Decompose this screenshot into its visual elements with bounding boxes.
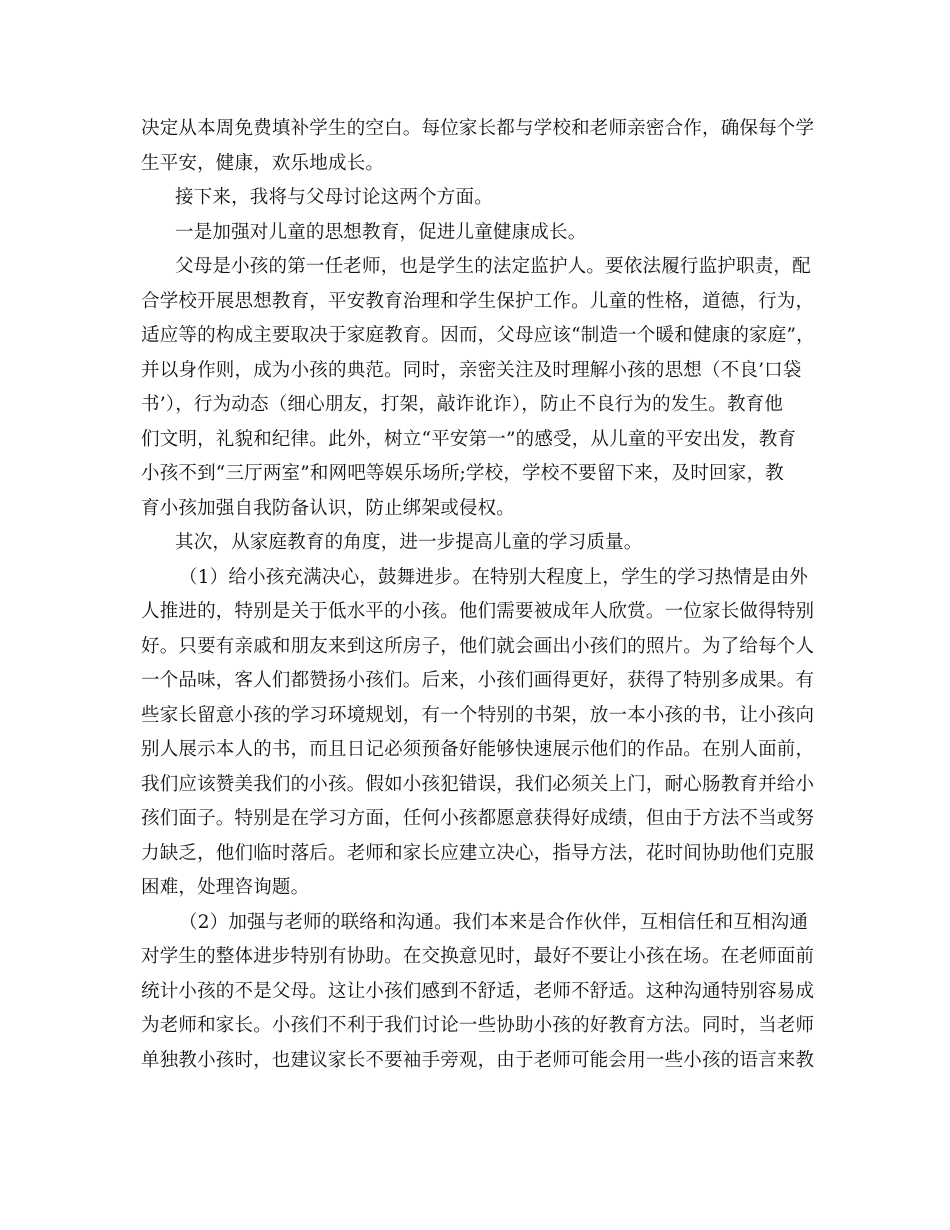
text-line: 一个品味，客人们都赞扬小孩们。后来，小孩们画得更好，获得了特别多成果。有 bbox=[141, 670, 815, 691]
text-line: 好。只要有亲戚和朋友来到这所房子，他们就会画出小孩们的照片。为了给每个人 bbox=[141, 635, 815, 657]
text-line: 孩们面子。特别是在学习方面，任何小孩都愿意获得好成绩，但由于方法不当或努 bbox=[141, 808, 815, 829]
text-line: （2）加强与老师的联络和沟通。我们本来是合作伙伴，互相信任和互相沟通 bbox=[179, 911, 809, 933]
text-line: 们文明，礼貌和纪律。此外，树立“平安第一”的感受，从儿童的平安出发，教育 bbox=[141, 428, 797, 450]
text-line: 统计小孩的不是父母。这让小孩们感到不舒适，老师不舒适。这种沟通特别容易成 bbox=[141, 980, 815, 1002]
text-line: 接下来，我将与父母讨论这两个方面。 bbox=[175, 187, 493, 208]
text-line: 为老师和家长。小孩们不利于我们讨论一些协助小孩的好教育方法。同时，当老师 bbox=[141, 1015, 815, 1036]
text-line: 父母是小孩的第一任老师，也是学生的法定监护人。要依法履行监护职责，配 bbox=[175, 256, 811, 277]
text-line: 困难，处理咨询题。 bbox=[141, 877, 310, 898]
text-line: 单独教小孩时，也建议家长不要袖手旁观，由于老师可能会用一些小孩的语言来教 bbox=[141, 1049, 815, 1071]
document-body bbox=[141, 112, 831, 1078]
text-line: 一是加强对儿童的思想教育，促进儿童健康成长。 bbox=[175, 221, 587, 243]
text-line: 人推进的，特别是关于低水平的小孩。他们需要被成年人欣赏。一位家长做得特别 bbox=[141, 601, 815, 622]
text-line: 小孩不到“三厅两室”和网吧等娱乐场所;学校，学校不要留下来，及时回家，教 bbox=[141, 463, 784, 484]
text-line: 力缺乏，他们临时落后。老师和家长应建立决心，指导方法，花时间协助他们克服 bbox=[141, 842, 815, 864]
text-line: 我们应该赞美我们的小孩。假如小孩犯错误，我们必须关上门，耐心肠教育并给小 bbox=[141, 773, 815, 795]
text-line: 别人展示本人的书，而且日记必须预备好能够快速展示他们的作品。在别人面前， bbox=[141, 739, 815, 760]
text-line: 并以身作则，成为小孩的典范。同时，亲密关注及时理解小孩的思想（不良’口袋 bbox=[141, 359, 802, 381]
text-line: 合学校开展思想教育，平安教育治理和学生保护工作。儿童的性格，道德，行为， bbox=[141, 290, 815, 312]
text-line: 决定从本周免费填补学生的空白。每位家长都与学校和老师亲密合作，确保每个学 bbox=[141, 118, 815, 139]
text-line: 其次，从家庭教育的角度，进一步提高儿童的学习质量。 bbox=[175, 532, 643, 553]
text-line: 些家长留意小孩的学习环境规划，有一个特别的书架，放一本小孩的书，让小孩向 bbox=[141, 704, 815, 726]
text-line: 适应等的构成主要取决于家庭教育。因而，父母应该“制造一个暖和健康的家庭”， bbox=[141, 325, 815, 346]
text-line: （1）给小孩充满决心，鼓舞进步。在特别大程度上，学生的学习热情是由外 bbox=[179, 566, 809, 588]
text-line: 育小孩加强自我防备认识，防止绑架或侵权。 bbox=[141, 497, 516, 519]
text-line: 对学生的整体进步特别有协助。在交换意见时，最好不要让小孩在场。在老师面前 bbox=[141, 946, 815, 967]
text-line: 书’），行为动态（细心朋友，打架，敲诈讹诈），防止不良行为的发生。教育他 bbox=[141, 394, 784, 415]
text-line: 生平安，健康，欢乐地成长。 bbox=[141, 152, 385, 174]
